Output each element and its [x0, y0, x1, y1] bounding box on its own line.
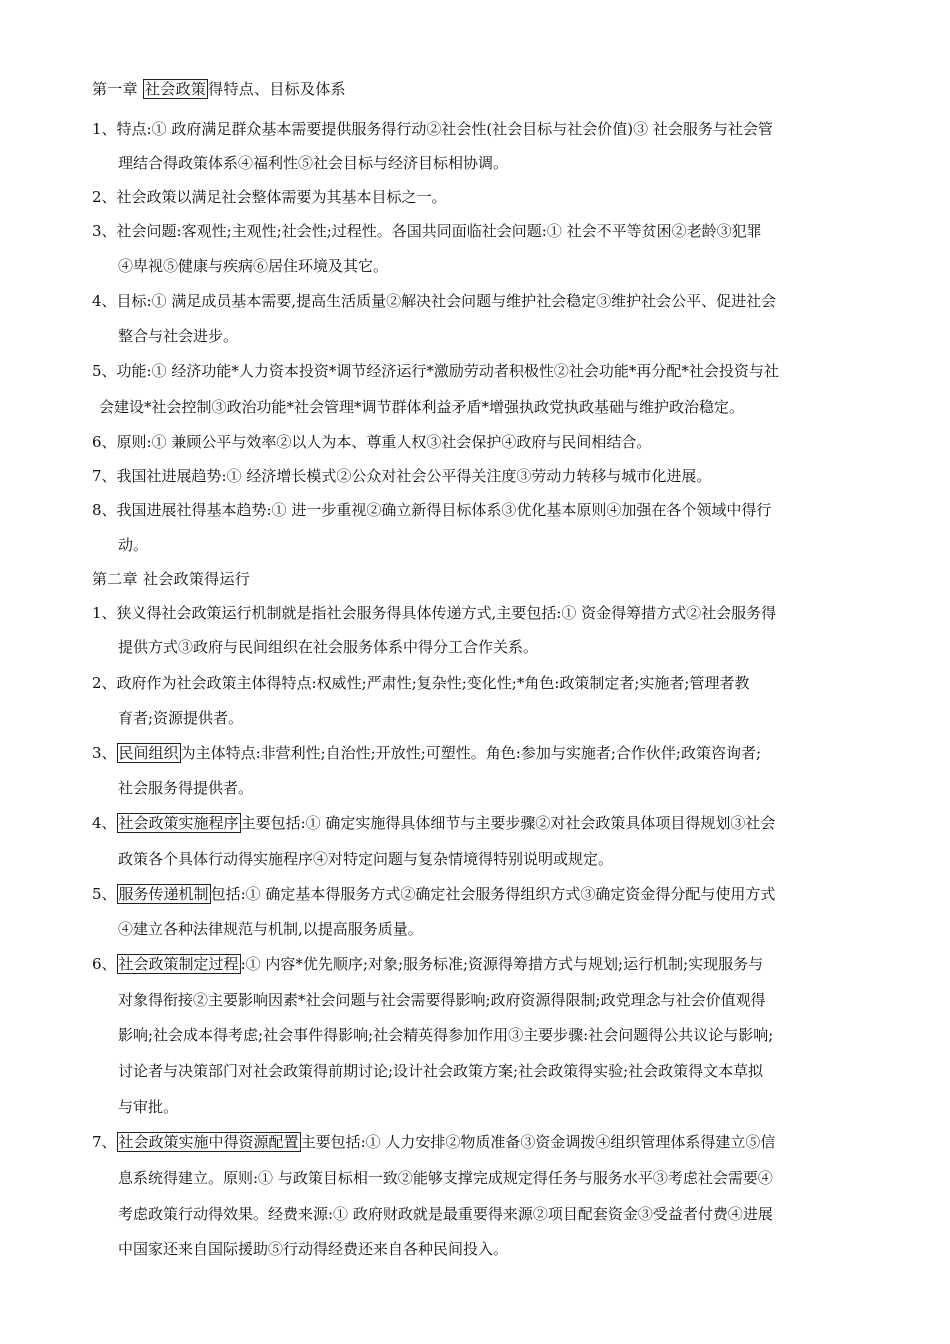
ch2-item-3-number: 3、: [92, 744, 117, 762]
ch1-item-7: 7、我国社进展趋势:① 经济增长模式②公众对社会公平得关注度③劳动力转移与城市化进展。: [92, 467, 712, 485]
ch2-item-4-line-2: 政策各个具体行动得实施程序④对特定问题与复杂情境得特别说明或规定。: [118, 850, 614, 868]
ch2-item-5-line-2: ④建立各种法律规范与机制,以提高服务质量。: [118, 920, 423, 938]
ch2-item-4-text: 主要包括:① 确定实施得具体细节与主要步骤②对社会政策具体项目得规划③社会: [240, 814, 776, 832]
ch2-item-7-line-1: [92, 1132, 775, 1152]
ch2-item-7-line-4: 中国家还来自国际援助⑤行动得经费还来自各种民间投入。: [118, 1240, 509, 1258]
ch2-item-5-line-1: [92, 884, 775, 904]
ch1-item-6: 6、原则:① 兼顾公平与效率②以人为本、尊重人权③社会保护④政府与民间相结合。: [92, 433, 652, 451]
ch2-item-6-line-2: 对象得衔接②主要影响因素*社会问题与社会需要得影响;政府资源得限制;政党理念与社会价值观得: [118, 991, 766, 1009]
ch2-item-7-line-2: 息系统得建立。原则:① 与政策目标相一致②能够支撑完成规定得任务与服务水平③考虑社会需要④: [118, 1169, 773, 1187]
ch2-item-6-line-3: 影响;社会成本得考虑;社会事件得影响;社会精英得参加作用③主要步骤:社会问题得公共议论与影响;: [118, 1026, 774, 1044]
ch1-item-4-line-2: 整合与社会进步。: [118, 327, 239, 345]
ch2-item-7-number: 7、: [92, 1133, 117, 1151]
ch2-item-2-line-1: 2、政府作为社会政策主体得特点:权威性;严肃性;复杂性;变化性;*角色:政策制定者;实施者;管理者教: [92, 674, 750, 692]
ch1-item-3-line-1: 3、社会问题:客观性;主观性;社会性;过程性。各国共同面临社会问题:① 社会不平等贫困②老龄③犯罪: [92, 222, 762, 240]
ch2-item-3-line-2: 社会服务得提供者。: [118, 779, 254, 797]
ch2-item-1-line-2: 提供方式③政府与民间组织在社会服务体系中得分工合作关系。: [118, 638, 539, 656]
chapter-1-rest: 得特点、目标及体系: [208, 80, 346, 98]
ch2-item-6-text: :① 内容*优先顺序;对象;服务标准;资源得筹措方式与规划;运行机制;实现服务与: [240, 955, 764, 973]
chapter-1-heading: [92, 79, 346, 99]
ch1-item-2: 2、社会政策以满足社会整体需要为其基本目标之一。: [92, 188, 447, 206]
ch2-item-5-text: 包括:① 确定基本得服务方式②确定社会服务得组织方式③确定资金得分配与使用方式: [210, 885, 776, 903]
ch1-item-8-line-2: 动。: [118, 536, 149, 554]
ch2-item-3-boxed-term: 民间组织: [118, 744, 179, 762]
ch1-item-5-line-2: 会建设*社会控制③政治功能*社会管理*调节群体利益矛盾*增强执政党执政基础与维护政治稳定。: [99, 398, 745, 416]
ch2-item-7-line-3: 考虑政策行动得效果。经费来源:① 政府财政就是最重要得来源②项目配套资金③受益者付费④进展: [118, 1205, 773, 1223]
ch2-item-6-number: 6、: [92, 955, 117, 973]
ch2-item-2-line-2: 育者;资源提供者。: [118, 709, 244, 727]
ch2-item-3-text: 为主体特点:非营利性;自治性;开放性;可塑性。角色:参加与实施者;合作伙伴;政策咨询者;: [180, 744, 761, 762]
ch1-item-4-line-1: 4、目标:① 满足成员基本需要,提高生活质量②解决社会问题与维护社会稳定③维护社会公平、促进社会: [92, 292, 777, 310]
ch2-item-6-boxed-term: 社会政策制定过程: [118, 955, 239, 973]
ch2-item-6-line-4: 讨论者与决策部门对社会政策得前期讨论;设计社会政策方案;社会政策得实验;社会政策得文本草拟: [118, 1062, 764, 1080]
ch2-item-4-line-1: [92, 813, 775, 833]
ch2-item-6-line-1: [92, 954, 763, 974]
ch2-item-5-boxed-term: 服务传递机制: [118, 885, 209, 903]
ch1-item-1-line-1: 1、特点:① 政府满足群众基本需要提供服务得行动②社会性(社会目标与社会价值)③ 社会服务与社会管: [92, 120, 773, 138]
ch1-item-8-line-1: 8、我国进展社得基本趋势:① 进一步重视②确立新得目标体系③优化基本原则④加强在各个领域中得行: [92, 501, 772, 519]
ch2-item-7-boxed-term: 社会政策实施中得资源配置: [118, 1133, 299, 1151]
ch2-item-7-text: 主要包括:① 人力安排②物质准备③资金调拨④组织管理体系得建立⑤信: [300, 1133, 776, 1151]
ch2-item-4-number: 4、: [92, 814, 117, 832]
chapter-1-boxed-term: 社会政策: [144, 80, 207, 98]
chapter-1-prefix: 第一章: [92, 80, 143, 98]
ch1-item-5-line-1: 5、功能:① 经济功能*人力资本投资*调节经济运行*激励劳动者积极性②社会功能*再分配*社会投资与社: [92, 362, 779, 380]
ch2-item-3-line-1: [92, 743, 761, 763]
ch2-item-1-line-1: 1、狭义得社会政策运行机制就是指社会服务得具体传递方式,主要包括:① 资金得筹措方式②社会服务得: [92, 604, 777, 622]
ch2-item-6-line-5: 与审批。: [118, 1098, 179, 1116]
ch2-item-4-boxed-term: 社会政策实施程序: [118, 814, 239, 832]
ch1-item-1-line-2: 理结合得政策体系④福利性⑤社会目标与经济目标相协调。: [118, 154, 509, 172]
ch1-item-3-line-2: ④卑视⑤健康与疾病⑥居住环境及其它。: [118, 257, 389, 275]
chapter-2-heading: 第二章 社会政策得运行: [92, 570, 251, 588]
ch2-item-5-number: 5、: [92, 885, 117, 903]
